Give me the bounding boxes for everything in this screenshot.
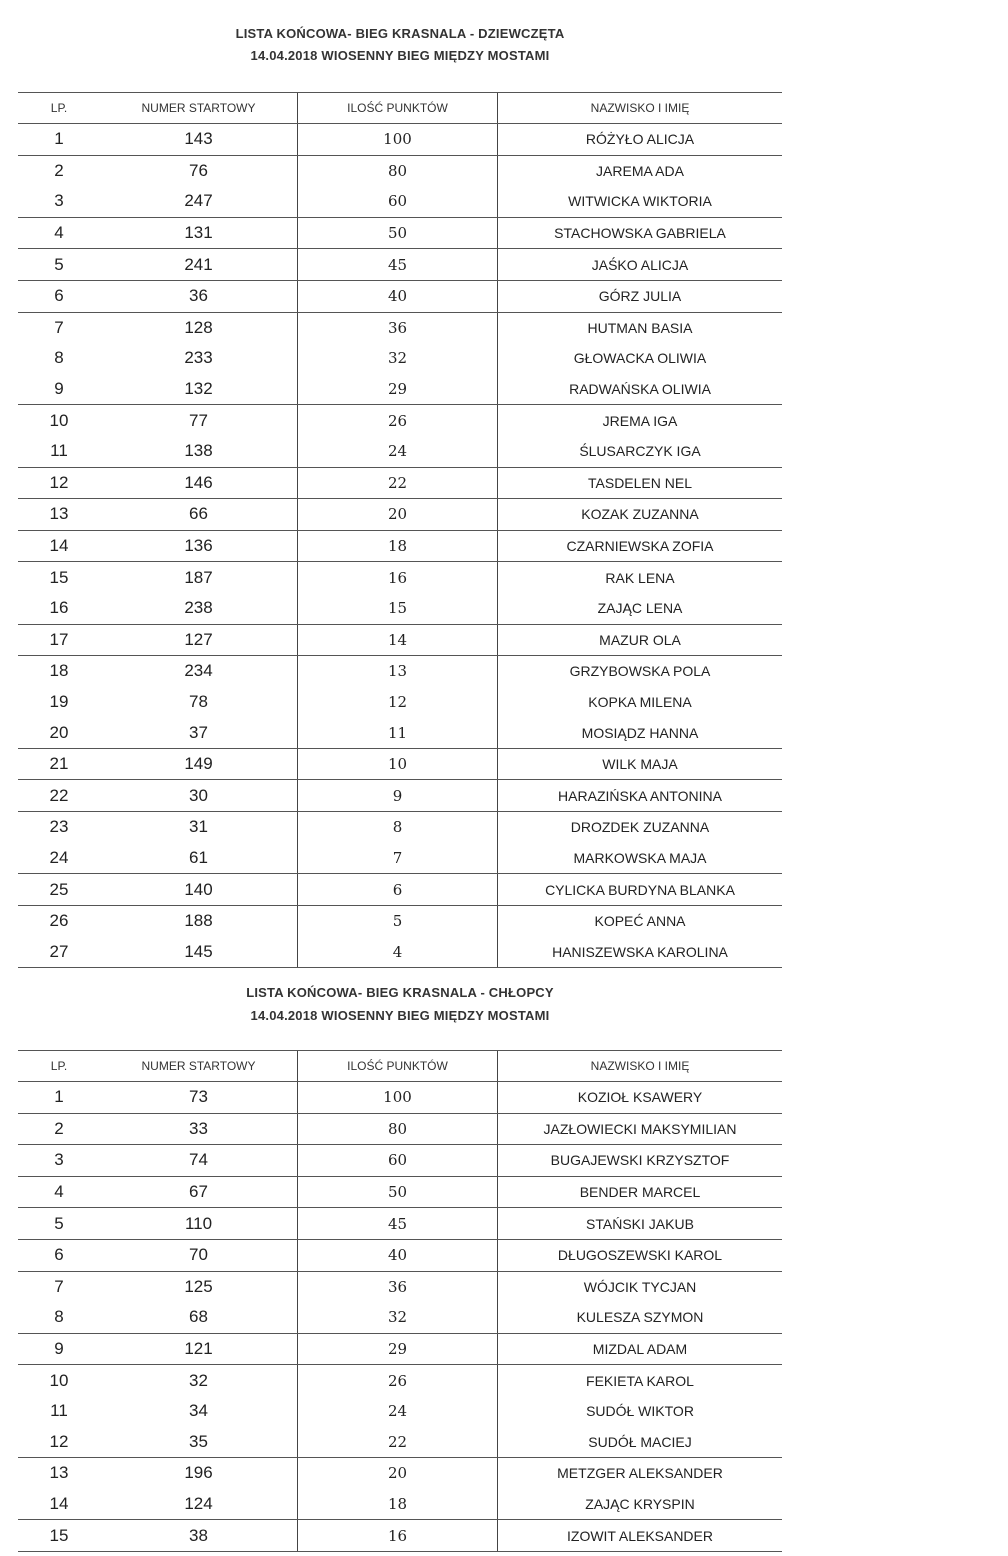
table-row — [18, 1114, 782, 1146]
table-row — [18, 936, 782, 968]
girls-title-line2: 14.04.2018 WIOSENNY BIEG MIĘDZY MOSTAMI — [250, 48, 550, 63]
cell-points: 60 — [298, 1145, 498, 1176]
cell-start-number: 37 — [100, 717, 298, 748]
cell-name: GŁOWACKA OLIWIA — [573, 350, 707, 367]
cell-points: 80 — [298, 156, 498, 187]
cell-name: DROZDEK ZUZANNA — [570, 819, 710, 836]
cell-points: 10 — [298, 749, 498, 780]
cell-points: 100 — [298, 1082, 498, 1113]
cell-name: RADWAŃSKA OLIWIA — [569, 381, 711, 398]
cell-place: 8 — [54, 1307, 64, 1327]
cell-name: STAŃSKI JAKUB — [586, 1215, 694, 1232]
cell-place: 16 — [49, 598, 69, 618]
cell-place: 4 — [54, 1182, 64, 1202]
cell-place: 9 — [54, 1339, 64, 1359]
cell-name: ZAJĄC LENA — [597, 600, 683, 617]
cell-points: 22 — [298, 468, 498, 499]
cell-start-number: 128 — [100, 313, 298, 344]
cell-place: 11 — [50, 1401, 68, 1421]
table-row — [18, 562, 782, 593]
cell-place: 1 — [54, 1087, 64, 1107]
cell-start-number: 74 — [100, 1145, 298, 1176]
table-row — [18, 499, 782, 531]
cell-name: FEKIETA KAROL — [586, 1372, 694, 1389]
cell-name: MIZDAL ADAM — [592, 1341, 688, 1358]
cell-name: BENDER MARCEL — [579, 1184, 701, 1201]
table-row — [18, 405, 782, 436]
cell-place: 7 — [54, 317, 64, 337]
cell-points: 40 — [298, 281, 498, 312]
cell-points: 50 — [298, 1177, 498, 1208]
table-row — [18, 780, 782, 812]
header-start-number: NUMER STARTOWY — [100, 93, 298, 123]
table-row — [18, 531, 782, 563]
cell-name: JAZŁOWIECKI MAKSYMILIAN — [543, 1120, 737, 1137]
cell-start-number: 32 — [100, 1365, 298, 1396]
table-row — [18, 1302, 782, 1334]
table-row — [18, 1272, 782, 1303]
cell-name: WÓJCIK TYCJAN — [583, 1278, 697, 1295]
cell-place: 11 — [50, 441, 68, 461]
cell-start-number: 233 — [100, 343, 298, 374]
table-row — [18, 1208, 782, 1240]
cell-name: MAZUR OLA — [599, 631, 681, 648]
cell-points: 45 — [298, 249, 498, 280]
table-header — [18, 1050, 782, 1082]
cell-name: GÓRZ JULIA — [598, 288, 682, 305]
cell-name: JREMA IGA — [602, 412, 678, 429]
cell-name: SUDÓŁ MACIEJ — [588, 1433, 692, 1450]
cell-name: MARKOWSKA MAJA — [573, 849, 707, 866]
cell-start-number: 140 — [100, 874, 298, 905]
table-row — [18, 186, 782, 218]
table-row — [18, 1396, 782, 1427]
cell-start-number: 68 — [100, 1302, 298, 1333]
cell-points: 36 — [298, 313, 498, 344]
cell-points: 22 — [298, 1427, 498, 1458]
cell-start-number: 31 — [100, 812, 298, 843]
cell-name: RAK LENA — [605, 569, 675, 586]
cell-start-number: 234 — [100, 656, 298, 687]
cell-start-number: 124 — [100, 1489, 298, 1520]
cell-points: 16 — [298, 1520, 498, 1551]
cell-start-number: 33 — [100, 1114, 298, 1145]
cell-start-number: 110 — [100, 1208, 298, 1239]
cell-start-number: 78 — [100, 687, 298, 718]
cell-points: 7 — [298, 843, 498, 874]
cell-points: 29 — [298, 374, 498, 405]
cell-place: 14 — [49, 1494, 69, 1514]
cell-points: 60 — [298, 186, 498, 217]
cell-start-number: 145 — [100, 936, 298, 967]
cell-start-number: 125 — [100, 1272, 298, 1303]
cell-start-number: 241 — [100, 249, 298, 280]
cell-place: 20 — [49, 722, 69, 742]
cell-place: 27 — [49, 941, 69, 961]
cell-name: KOPEĆ ANNA — [594, 913, 686, 930]
table-row — [18, 156, 782, 187]
cell-points: 18 — [298, 531, 498, 562]
header-points: ILOŚĆ PUNKTÓW — [298, 93, 498, 123]
table-row — [18, 1082, 782, 1114]
cell-points: 32 — [298, 343, 498, 374]
cell-start-number: 34 — [100, 1396, 298, 1427]
cell-points: 50 — [298, 218, 498, 249]
cell-start-number: 132 — [100, 374, 298, 405]
cell-place: 9 — [54, 379, 64, 399]
cell-name: RÓŻYŁO ALICJA — [585, 131, 695, 148]
table-row — [18, 593, 782, 625]
boys-title-line1: LISTA KOŃCOWA- BIEG KRASNALA - CHŁOPCY — [246, 985, 554, 1000]
cell-name: ŚLUSARCZYK IGA — [579, 443, 701, 460]
cell-place: 10 — [49, 1370, 69, 1390]
header-start-number: NUMER STARTOWY — [100, 1051, 298, 1081]
cell-place: 6 — [54, 1245, 64, 1265]
cell-name: KOZIOŁ KSAWERY — [577, 1089, 703, 1106]
boys-table-body — [18, 1082, 782, 1552]
table-row — [18, 436, 782, 468]
cell-place: 12 — [49, 472, 69, 492]
table-row — [18, 1240, 782, 1272]
cell-place: 5 — [54, 254, 64, 274]
table-row — [18, 1365, 782, 1396]
cell-place: 17 — [49, 629, 69, 649]
cell-place: 23 — [49, 817, 69, 837]
cell-name: HARAZIŃSKA ANTONINA — [558, 787, 722, 804]
cell-start-number: 238 — [100, 593, 298, 624]
cell-name: WILK MAJA — [602, 756, 678, 773]
table-row — [18, 812, 782, 843]
cell-start-number: 138 — [100, 436, 298, 467]
cell-place: 8 — [54, 348, 64, 368]
cell-points: 36 — [298, 1272, 498, 1303]
cell-place: 6 — [54, 286, 64, 306]
cell-place: 5 — [54, 1213, 64, 1233]
cell-points: 80 — [298, 1114, 498, 1145]
cell-name: HANISZEWSKA KAROLINA — [552, 943, 728, 960]
cell-name: TASDELEN NEL — [588, 474, 692, 491]
cell-name: IZOWIT ALEKSANDER — [567, 1527, 713, 1544]
table-row — [18, 468, 782, 500]
cell-start-number: 66 — [100, 499, 298, 530]
girls-results-table — [18, 92, 782, 968]
cell-start-number: 35 — [100, 1427, 298, 1458]
cell-points: 20 — [298, 499, 498, 530]
table-row — [18, 1458, 782, 1489]
table-header — [18, 92, 782, 124]
table-row — [18, 906, 782, 937]
table-row — [18, 1177, 782, 1209]
cell-name: METZGER ALEKSANDER — [557, 1465, 723, 1482]
table-row — [18, 124, 782, 156]
table-row — [18, 625, 782, 657]
cell-start-number: 76 — [100, 156, 298, 187]
girls-table-body — [18, 124, 782, 968]
cell-start-number: 67 — [100, 1177, 298, 1208]
cell-place: 4 — [54, 223, 64, 243]
header-name: NAZWISKO I IMIĘ — [590, 101, 690, 115]
cell-points: 45 — [298, 1208, 498, 1239]
cell-start-number: 196 — [100, 1458, 298, 1489]
cell-points: 100 — [298, 124, 498, 155]
cell-place: 3 — [54, 191, 64, 211]
cell-points: 32 — [298, 1302, 498, 1333]
cell-points: 15 — [298, 593, 498, 624]
cell-place: 22 — [49, 785, 69, 805]
table-row — [18, 249, 782, 281]
cell-points: 40 — [298, 1240, 498, 1271]
cell-name: CZARNIEWSKA ZOFIA — [566, 538, 714, 555]
cell-name: KOPKA MILENA — [588, 693, 692, 710]
cell-name: BUGAJEWSKI KRZYSZTOF — [550, 1152, 730, 1169]
table-row — [18, 313, 782, 344]
cell-place: 2 — [54, 160, 64, 180]
cell-start-number: 146 — [100, 468, 298, 499]
cell-place: 2 — [54, 1118, 64, 1138]
table-row — [18, 218, 782, 250]
cell-start-number: 143 — [100, 124, 298, 155]
table-row — [18, 656, 782, 687]
cell-points: 4 — [298, 936, 498, 967]
boys-results-table — [18, 1050, 782, 1552]
cell-name: STACHOWSKA GABRIELA — [554, 225, 726, 242]
cell-points: 11 — [298, 717, 498, 748]
cell-name: MOSIĄDZ HANNA — [581, 724, 699, 741]
table-row — [18, 374, 782, 406]
cell-name: KOZAK ZUZANNA — [581, 506, 699, 523]
cell-start-number: 77 — [100, 405, 298, 436]
cell-points: 26 — [298, 405, 498, 436]
cell-name: SUDÓŁ WIKTOR — [586, 1403, 694, 1420]
header-lp: LP. — [50, 101, 68, 115]
cell-place: 3 — [54, 1150, 64, 1170]
table-row — [18, 687, 782, 718]
cell-name: CYLICKA BURDYNA BLANKA — [545, 881, 735, 898]
cell-place: 18 — [49, 661, 69, 681]
cell-name: HUTMAN BASIA — [587, 319, 693, 336]
cell-name: GRZYBOWSKA POLA — [569, 663, 711, 680]
cell-place: 26 — [49, 911, 69, 931]
cell-points: 26 — [298, 1365, 498, 1396]
cell-place: 25 — [49, 879, 69, 899]
table-row — [18, 843, 782, 875]
cell-points: 16 — [298, 562, 498, 593]
header-points: ILOŚĆ PUNKTÓW — [298, 1051, 498, 1081]
table-row — [18, 749, 782, 781]
header-name: NAZWISKO I IMIĘ — [590, 1059, 690, 1073]
table-row — [18, 874, 782, 906]
girls-title-line1: LISTA KOŃCOWA- BIEG KRASNALA - DZIEWCZĘTA — [235, 26, 565, 41]
table-row — [18, 717, 782, 749]
cell-place: 19 — [49, 691, 69, 711]
table-row — [18, 1489, 782, 1521]
cell-points: 9 — [298, 780, 498, 811]
cell-name: JAŚKO ALICJA — [591, 256, 689, 273]
cell-points: 24 — [298, 1396, 498, 1427]
cell-start-number: 38 — [100, 1520, 298, 1551]
cell-start-number: 36 — [100, 281, 298, 312]
cell-start-number: 247 — [100, 186, 298, 217]
cell-name: DŁUGOSZEWSKI KAROL — [557, 1247, 723, 1264]
cell-name: WITWICKA WIKTORIA — [568, 193, 712, 210]
cell-place: 10 — [49, 410, 69, 430]
cell-start-number: 131 — [100, 218, 298, 249]
cell-points: 29 — [298, 1334, 498, 1365]
cell-place: 12 — [49, 1431, 69, 1451]
cell-points: 5 — [298, 906, 498, 937]
boys-title-line2: 14.04.2018 WIOSENNY BIEG MIĘDZY MOSTAMI — [250, 1008, 550, 1023]
table-row — [18, 281, 782, 313]
cell-place: 13 — [49, 504, 69, 524]
cell-name: ZAJĄC KRYSPIN — [585, 1496, 695, 1513]
cell-place: 21 — [49, 754, 69, 774]
cell-points: 8 — [298, 812, 498, 843]
cell-start-number: 187 — [100, 562, 298, 593]
cell-points: 13 — [298, 656, 498, 687]
table-row — [18, 1520, 782, 1552]
cell-start-number: 136 — [100, 531, 298, 562]
cell-points: 20 — [298, 1458, 498, 1489]
cell-start-number: 121 — [100, 1334, 298, 1365]
cell-start-number: 30 — [100, 780, 298, 811]
table-row — [18, 1427, 782, 1459]
table-row — [18, 343, 782, 374]
table-row — [18, 1334, 782, 1366]
cell-start-number: 61 — [100, 843, 298, 874]
cell-start-number: 127 — [100, 625, 298, 656]
cell-place: 15 — [49, 1525, 69, 1545]
cell-points: 18 — [298, 1489, 498, 1520]
cell-start-number: 149 — [100, 749, 298, 780]
header-lp: LP. — [50, 1059, 68, 1073]
cell-place: 14 — [49, 536, 69, 556]
cell-points: 12 — [298, 687, 498, 718]
cell-place: 13 — [49, 1463, 69, 1483]
cell-name: KULESZA SZYMON — [576, 1309, 704, 1326]
cell-points: 14 — [298, 625, 498, 656]
cell-start-number: 70 — [100, 1240, 298, 1271]
cell-points: 6 — [298, 874, 498, 905]
cell-name: JAREMA ADA — [596, 162, 684, 179]
cell-place: 7 — [54, 1276, 64, 1296]
cell-start-number: 188 — [100, 906, 298, 937]
table-row — [18, 1145, 782, 1177]
cell-place: 15 — [49, 567, 69, 587]
cell-points: 24 — [298, 436, 498, 467]
cell-start-number: 73 — [100, 1082, 298, 1113]
cell-place: 1 — [54, 129, 64, 149]
cell-place: 24 — [49, 847, 69, 867]
